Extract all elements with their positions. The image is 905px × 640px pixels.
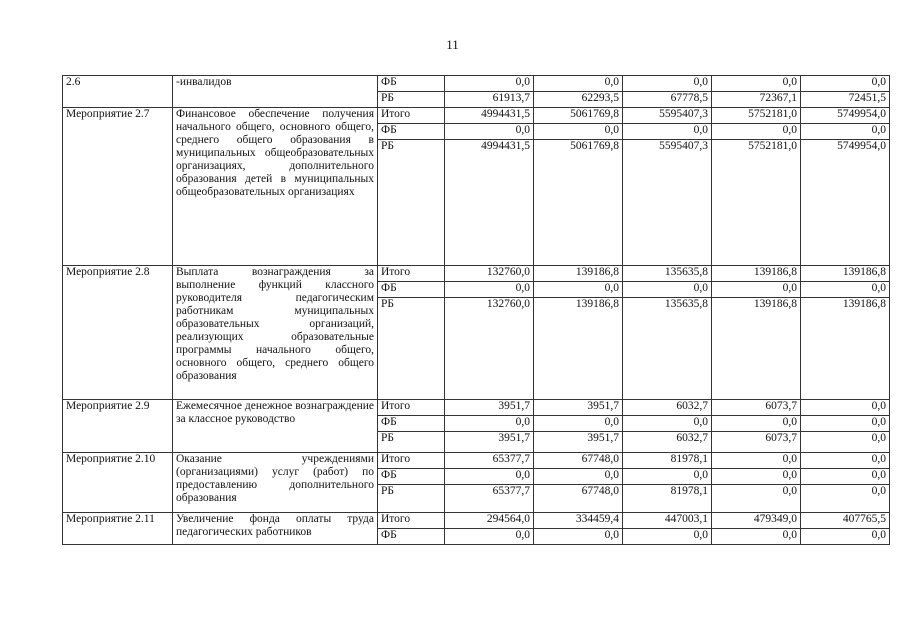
amount-cell: 81978,1 — [623, 453, 712, 469]
amount-cell: 5061769,8 — [534, 140, 623, 266]
funding-source-cell: ФБ — [378, 529, 445, 545]
funding-source-cell: РБ — [378, 432, 445, 453]
amount-cell: 6032,7 — [623, 432, 712, 453]
amount-cell: 139186,8 — [534, 298, 623, 400]
amount-cell: 5752181,0 — [712, 108, 801, 124]
amount-cell: 3951,7 — [534, 432, 623, 453]
amount-cell: 0,0 — [712, 529, 801, 545]
funding-source-cell: ФБ — [378, 124, 445, 140]
amount-cell: 5061769,8 — [534, 108, 623, 124]
table-row — [63, 108, 890, 124]
amount-cell: 5752181,0 — [712, 140, 801, 266]
measure-code-cell: Мероприятие 2.7 — [63, 108, 173, 266]
amount-cell: 0,0 — [623, 469, 712, 485]
measure-description-cell: Оказание учреждениями (организациями) услуг (работ) по предоставлению дополнительного образования — [173, 453, 378, 513]
funding-source-cell: Итого — [378, 513, 445, 529]
amount-cell: 0,0 — [712, 453, 801, 469]
amount-cell: 0,0 — [445, 416, 534, 432]
amount-cell: 0,0 — [623, 124, 712, 140]
budget-table-body — [63, 76, 890, 545]
amount-cell: 135635,8 — [623, 298, 712, 400]
amount-cell: 0,0 — [534, 124, 623, 140]
measure-description-cell: -инвалидов — [173, 76, 378, 108]
funding-source-cell: Итого — [378, 453, 445, 469]
amount-cell: 0,0 — [623, 282, 712, 298]
amount-cell: 0,0 — [712, 469, 801, 485]
amount-cell: 0,0 — [445, 469, 534, 485]
amount-cell: 0,0 — [801, 529, 890, 545]
amount-cell: 479349,0 — [712, 513, 801, 529]
amount-cell: 65377,7 — [445, 453, 534, 469]
amount-cell: 0,0 — [445, 282, 534, 298]
funding-source-cell: ФБ — [378, 469, 445, 485]
amount-cell: 0,0 — [712, 485, 801, 513]
amount-cell: 6073,7 — [712, 432, 801, 453]
amount-cell: 447003,1 — [623, 513, 712, 529]
measure-description-cell: Увеличение фонда оплаты труда педагогических работников — [173, 513, 378, 545]
amount-cell: 407765,5 — [801, 513, 890, 529]
amount-cell: 81978,1 — [623, 485, 712, 513]
measure-code-cell: Мероприятие 2.9 — [63, 400, 173, 453]
amount-cell: 0,0 — [623, 416, 712, 432]
funding-source-cell: Итого — [378, 266, 445, 282]
funding-source-cell: РБ — [378, 485, 445, 513]
amount-cell: 67748,0 — [534, 485, 623, 513]
amount-cell: 72451,5 — [801, 92, 890, 108]
amount-cell: 0,0 — [623, 76, 712, 92]
amount-cell: 139186,8 — [712, 266, 801, 282]
table-row — [63, 453, 890, 469]
amount-cell: 0,0 — [801, 400, 890, 416]
table-row — [63, 513, 890, 529]
amount-cell: 135635,8 — [623, 266, 712, 282]
amount-cell: 0,0 — [534, 416, 623, 432]
measure-code-cell: Мероприятие 2.11 — [63, 513, 173, 545]
amount-cell: 139186,8 — [534, 266, 623, 282]
budget-table — [62, 75, 890, 545]
amount-cell: 139186,8 — [801, 298, 890, 400]
amount-cell: 0,0 — [712, 76, 801, 92]
amount-cell: 6073,7 — [712, 400, 801, 416]
measure-description-cell: Ежемесячное денежное вознаграждение за классное руководство — [173, 400, 378, 453]
funding-source-cell: Итого — [378, 400, 445, 416]
measure-code-cell: Мероприятие 2.8 — [63, 266, 173, 400]
funding-source-cell: РБ — [378, 140, 445, 266]
amount-cell: 139186,8 — [712, 298, 801, 400]
amount-cell: 0,0 — [801, 469, 890, 485]
measure-code-cell: 2.6 — [63, 76, 173, 108]
funding-source-cell: ФБ — [378, 282, 445, 298]
amount-cell: 5749954,0 — [801, 140, 890, 266]
amount-cell: 132760,0 — [445, 266, 534, 282]
amount-cell: 0,0 — [712, 124, 801, 140]
amount-cell: 61913,7 — [445, 92, 534, 108]
amount-cell: 0,0 — [534, 282, 623, 298]
amount-cell: 6032,7 — [623, 400, 712, 416]
amount-cell: 72367,1 — [712, 92, 801, 108]
amount-cell: 294564,0 — [445, 513, 534, 529]
amount-cell: 62293,5 — [534, 92, 623, 108]
amount-cell: 0,0 — [712, 282, 801, 298]
funding-source-cell: Итого — [378, 108, 445, 124]
amount-cell: 0,0 — [445, 529, 534, 545]
amount-cell: 0,0 — [445, 76, 534, 92]
amount-cell: 3951,7 — [445, 432, 534, 453]
amount-cell: 0,0 — [623, 529, 712, 545]
funding-source-cell: РБ — [378, 298, 445, 400]
amount-cell: 5749954,0 — [801, 108, 890, 124]
amount-cell: 0,0 — [801, 432, 890, 453]
amount-cell: 4994431,5 — [445, 140, 534, 266]
amount-cell: 0,0 — [534, 76, 623, 92]
funding-source-cell: РБ — [378, 92, 445, 108]
funding-source-cell: ФБ — [378, 416, 445, 432]
amount-cell: 0,0 — [801, 416, 890, 432]
amount-cell: 0,0 — [534, 529, 623, 545]
amount-cell: 0,0 — [801, 124, 890, 140]
table-row — [63, 400, 890, 416]
amount-cell: 65377,7 — [445, 485, 534, 513]
amount-cell: 0,0 — [801, 76, 890, 92]
amount-cell: 139186,8 — [801, 266, 890, 282]
amount-cell: 0,0 — [534, 469, 623, 485]
amount-cell: 5595407,3 — [623, 108, 712, 124]
funding-source-cell: ФБ — [378, 76, 445, 92]
amount-cell: 67748,0 — [534, 453, 623, 469]
measure-code-cell: Мероприятие 2.10 — [63, 453, 173, 513]
amount-cell: 0,0 — [445, 124, 534, 140]
measure-description-cell: Выплата вознаграждения за выполнение функций классного руководителя педагогическим работникам муниципальных образовательных организаций, реализующих образовательные программы начального общего, основного общего, среднего общего образования — [173, 266, 378, 400]
amount-cell: 334459,4 — [534, 513, 623, 529]
amount-cell: 5595407,3 — [623, 140, 712, 266]
table-row — [63, 76, 890, 92]
table-row — [63, 266, 890, 282]
page-number: 11 — [446, 37, 459, 52]
amount-cell: 3951,7 — [534, 400, 623, 416]
amount-cell: 67778,5 — [623, 92, 712, 108]
amount-cell: 0,0 — [801, 453, 890, 469]
measure-description-cell: Финансовое обеспечение получения начального общего, основного общего, среднего общего образования в муниципальных общеобразовательных организациях, дополнительного образования детей в муниципальных общеобразовательных организациях — [173, 108, 378, 266]
amount-cell: 4994431,5 — [445, 108, 534, 124]
amount-cell: 132760,0 — [445, 298, 534, 400]
amount-cell: 0,0 — [801, 282, 890, 298]
amount-cell: 3951,7 — [445, 400, 534, 416]
amount-cell: 0,0 — [712, 416, 801, 432]
amount-cell: 0,0 — [801, 485, 890, 513]
